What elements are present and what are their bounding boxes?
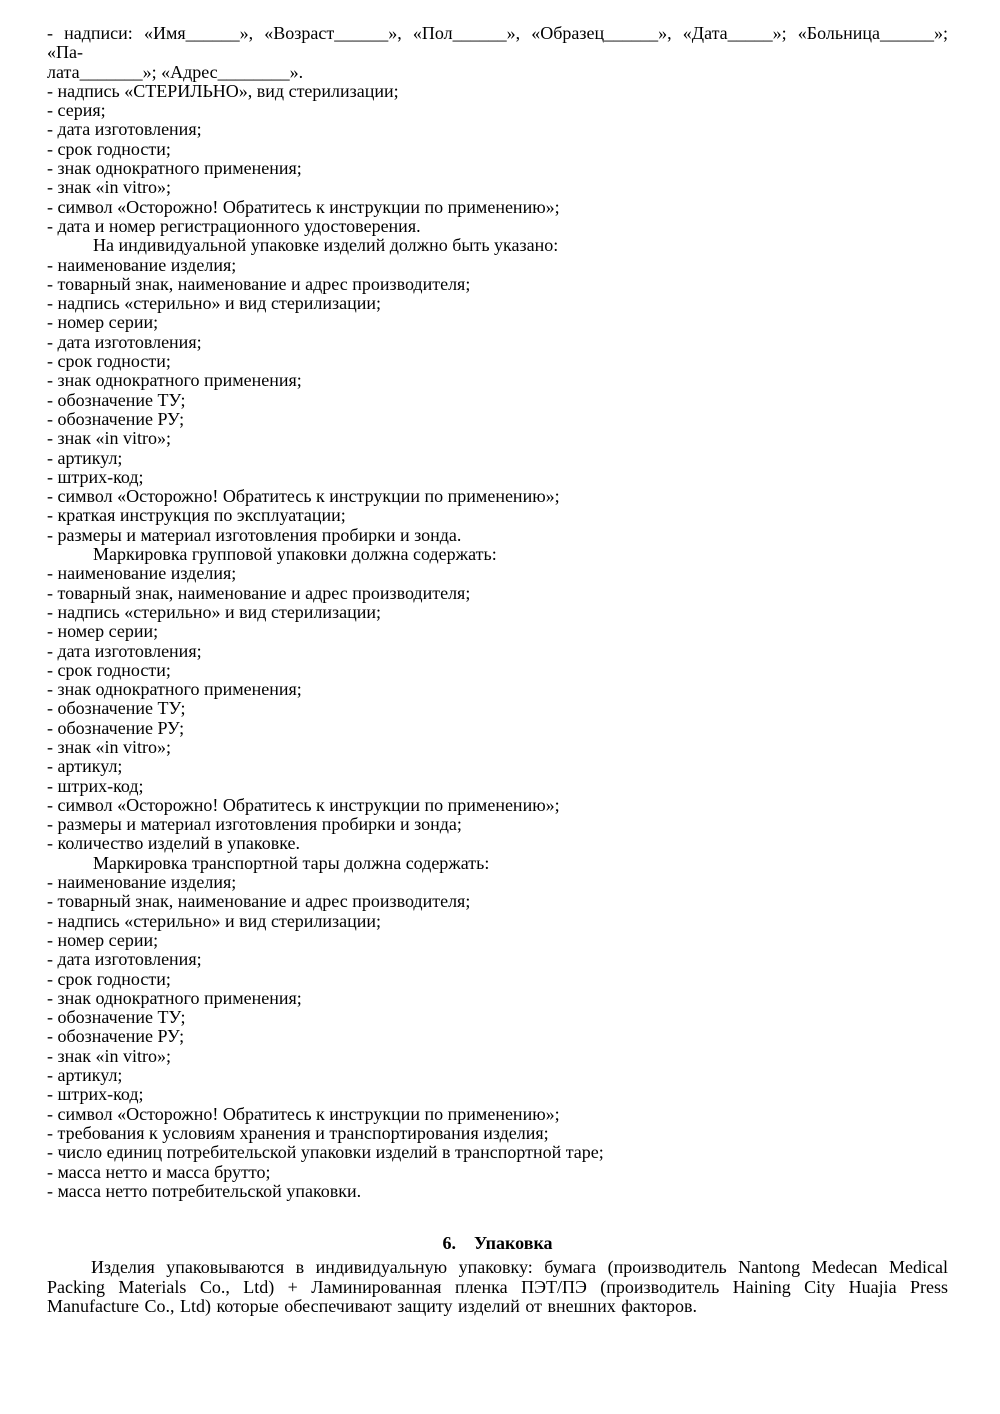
list-item: - надпись «стерильно» и вид стерилизации; xyxy=(47,910,382,931)
list-item: - число единиц потребительской упаковки изделий в транспортной таре; xyxy=(47,1142,604,1163)
list-item: - символ «Осторожно! Обратитесь к инструкции по применению»; xyxy=(47,794,560,815)
list-item: - размеры и материал изготовления пробирки и зонда; xyxy=(47,814,462,835)
list-item: - надпись «стерильно» и вид стерилизации; xyxy=(47,293,382,314)
section-6-heading xyxy=(47,1233,948,1253)
list-item: - наименование изделия; xyxy=(47,254,237,275)
list-item: - товарный знак, наименование и адрес производителя; xyxy=(47,273,471,294)
list-item: - дата изготовления; xyxy=(47,331,202,352)
list-item: - знак однократного применения; xyxy=(47,987,302,1008)
section-6-number: 6. xyxy=(442,1233,456,1254)
list-item: - дата изготовления; xyxy=(47,949,202,970)
list-item: - товарный знак, наименование и адрес производителя; xyxy=(47,891,471,912)
list-item: - штрих-код; xyxy=(47,775,144,796)
list-item: - символ «Осторожно! Обратитесь к инструкции по применению»; xyxy=(47,1103,560,1124)
list-item: - срок годности; xyxy=(47,351,171,372)
list-item: - обозначение РУ; xyxy=(47,408,185,429)
list-item: - дата изготовления; xyxy=(47,119,202,140)
list-item: - номер серии; xyxy=(47,312,159,333)
labels-paragraph-line-2: лата_______»; «Адрес________». xyxy=(47,61,304,82)
list-item: - артикул; xyxy=(47,447,123,468)
list-item: - символ «Осторожно! Обратитесь к инструкции по применению»; xyxy=(47,486,560,507)
list-item: - наименование изделия; xyxy=(47,563,237,584)
list-item: - артикул; xyxy=(47,756,123,777)
labels-paragraph xyxy=(47,24,948,82)
list-item: - знак «in vitro»; xyxy=(47,428,171,449)
list-item: - обозначение РУ; xyxy=(47,717,185,738)
list-item: - артикул; xyxy=(47,1065,123,1086)
list-item: - обозначение ТУ; xyxy=(47,698,186,719)
list-section-intro: Маркировка транспортной тары должна содержать: xyxy=(93,852,490,873)
list-item: - знак однократного применения; xyxy=(47,679,302,700)
list-item: - обозначение РУ; xyxy=(47,1026,185,1047)
list-item: - надпись «стерильно» и вид стерилизации; xyxy=(47,601,382,622)
list-item: - знак «in vitro»; xyxy=(47,736,171,757)
labels-paragraph-line-1: - надписи: «Имя______», «Возраст______», «Пол______», «Образец______», «Дата_____»; «Больница______»; «Па- xyxy=(47,23,948,63)
list-item: - краткая инструкция по эксплуатации; xyxy=(47,505,346,526)
list-item: - знак однократного применения; xyxy=(47,370,302,391)
list-item: - штрих-код; xyxy=(47,1084,144,1105)
list-item: - срок годности; xyxy=(47,659,171,680)
list-item: - обозначение ТУ; xyxy=(47,389,186,410)
list-item: - дата и номер регистрационного удостоверения. xyxy=(47,215,421,236)
list-item: - количество изделий в упаковке. xyxy=(47,833,300,854)
list-item: - масса нетто потребительской упаковки. xyxy=(47,1180,362,1201)
list-item: - серия; xyxy=(47,100,106,121)
list-item: - символ «Осторожно! Обратитесь к инструкции по применению»; xyxy=(47,196,560,217)
list-item: - срок годности; xyxy=(47,138,171,159)
list-item: - масса нетто и масса брутто; xyxy=(47,1161,271,1182)
list-item: - дата изготовления; xyxy=(47,640,202,661)
list-item: - знак «in vitro»; xyxy=(47,177,171,198)
list-item: - обозначение ТУ; xyxy=(47,1007,186,1028)
list-item: - требования к условиям хранения и транспортирования изделия; xyxy=(47,1122,549,1143)
list-item: - номер серии; xyxy=(47,621,159,642)
list-section-intro: На индивидуальной упаковке изделий должно быть указано: xyxy=(93,235,559,256)
section-6-title: Упаковка xyxy=(473,1233,553,1254)
list-item: - товарный знак, наименование и адрес производителя; xyxy=(47,582,471,603)
list-item: - номер серии; xyxy=(47,929,159,950)
list-item: - наименование изделия; xyxy=(47,872,237,893)
list-item: - надпись «СТЕРИЛЬНО», вид стерилизации; xyxy=(47,80,399,101)
section-6-paragraph: Изделия упаковываются в индивидуальную упаковку: бумага (производитель Nantong Medecan Medical Packing Materials Co., Ltd) + Ламинированная пленка ПЭТ/ПЭ (производитель Haining City Huajia Press Manufacture Co., Ltd) которые обеспечивают защиту изделий от внешних факторов. xyxy=(47,1257,948,1317)
list-item: - срок годности; xyxy=(47,968,171,989)
list-section-intro: Маркировка групповой упаковки должна содержать: xyxy=(93,544,497,565)
list-item: - размеры и материал изготовления пробирки и зонда. xyxy=(47,524,462,545)
list-item: - знак однократного применения; xyxy=(47,158,302,179)
list-item: - штрих-код; xyxy=(47,466,144,487)
list-item: - знак «in vitro»; xyxy=(47,1045,171,1066)
marking-requirements-list xyxy=(47,82,948,1201)
